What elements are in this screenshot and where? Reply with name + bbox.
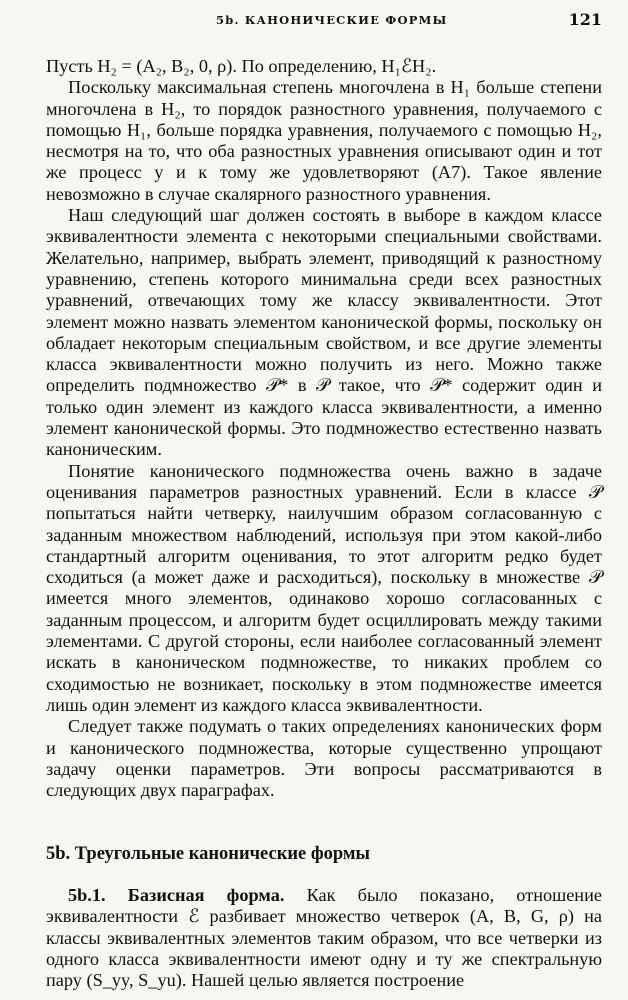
subsection-paragraph <box>46 885 602 991</box>
subsection-text: Как было показано, отношение эквивалентности ℰ разбивает множество четверок (A, B, G, ρ) на классы эквивалентных элементов таким образом, что все четверки из одного класса эквивалентности имеют одну и ту же спектральную пару (S_yy, S_yu). Нашей целью является построение <box>46 885 602 991</box>
running-head-title: 5b. КАНОНИЧЕСКИЕ ФОРМЫ <box>216 13 448 27</box>
paragraph-definition: Пусть H₂ = (A₂, B₂, 0, ρ). По определению, H₁ℰH₂. <box>46 56 437 76</box>
running-head <box>46 10 602 34</box>
page-number: 121 <box>568 10 602 29</box>
paragraph-canonical-form: Наш следующий шаг должен состоять в выборе в каждом классе эквивалентности элемента с некоторыми специальными свойствами. Желательно, например, выбрать элемент, приводящий к разностному уравнению, степень которого минимальна среди всех разностных уравнений, отвечающих тому же классу эквивалентности. Этот элемент можно назвать элементом канонической формы, поскольку он обладает некоторым специальным свойством, и все другие элементы класса эквивалентности можно получить из него. Можно также определить подмножество 𝒫* в 𝒫 такое, что 𝒫* содержит один и только один элемент из каждого класса эквивалентности, а именно элемент канонической формы. Это подмножество естественно назвать каноническим. <box>46 205 602 460</box>
paragraph-estimation: Понятие канонического подмножества очень важно в задаче оценивания параметров разностных уравнений. Если в классе 𝒫 попытаться найти четверку, наилучшим образом согласованную с заданным множеством наблюдений, используя при этом какой-либо стандартный алгоритм оценивания, то этот алгоритм редко будет сходиться (а может даже и расходиться), поскольку в множестве 𝒫 имеется много элементов, одинаково хорошо согласованных с заданным процессом, и алгоритм будет осциллировать между такими элементами. С другой стороны, если наиболее согласованный элемент искать в каноническом подмножестве, то никаких проблем со сходимостью не возникает, поскольку в этом подмножестве имеется лишь один элемент из каждого класса эквивалентности. <box>46 460 602 715</box>
section-heading: 5b. Треугольные канонические формы <box>46 844 370 864</box>
subsection-title: 5b.1. Базисная форма. <box>68 885 285 905</box>
paragraph-degree: Поскольку максимальная степень многочлена в H₁ больше степени многочлена в H₂, то порядок разностного уравнения, получаемого с помощью H₁, больше порядка уравнения, получаемого с помощью H₂, несмотря на то, что оба разностных уравнения описывают один и тот же процесс y и к тому же удовлетворяют (A7). Такое явление невозможно в случае скалярного разностного уравнения. <box>46 77 602 204</box>
body-text <box>46 56 602 801</box>
paragraph-next-sections: Следует также подумать о таких определениях канонических форм и канонического подмножества, которые существенно упрощают задачу оценки параметров. Эти вопросы рассматриваются в следующих двух параграфах. <box>46 716 602 801</box>
